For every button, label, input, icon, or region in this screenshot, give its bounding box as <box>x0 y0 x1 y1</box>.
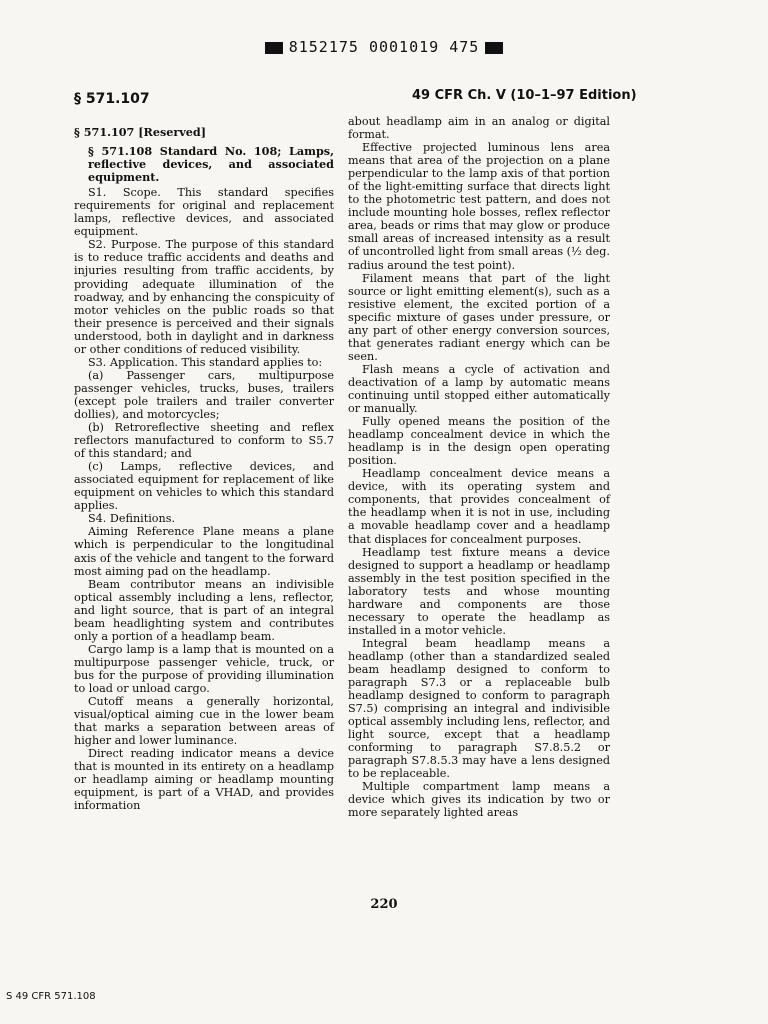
standard-heading: § 571.108 Standard No. 108; Lamps, reflective devices, and associated equipment. <box>88 144 334 185</box>
definition-cutoff: Cutoff means a generally horizontal, visual/optical aiming cue in the lower beam that marks a separation between areas of higher and lower luminance. <box>74 695 334 748</box>
definition-multiple-compartment-lamp: Multiple compartment lamp means a device which gives its indication by two or more separately lighted areas <box>348 780 610 820</box>
definition-cargo-lamp: Cargo lamp is a lamp that is mounted on a multipurpose passenger vehicle, truck, or bus for the purpose of providing illumination to load or unload cargo. <box>74 642 334 695</box>
definition-direct-reading-indicator: Direct reading indicator means a device that is mounted in its entirety on a headlamp or headlamp aiming or headlamp mounting equipment, is part of a VHAD, and provides information <box>74 747 334 813</box>
definition-headlamp-test-fixture: Headlamp test fixture means a device designed to support a headlamp or headlamp assembly in the test position specified in the laboratory tests and whose mounting hardware and components are those necessary to operate the headlamp as installed in a motor vehicle. <box>348 545 610 637</box>
paragraph-s2: S2. Purpose. The purpose of this standard is to reduce traffic accidents and deaths and injuries resulting from traffic accidents, by providing adequate illumination of the roadway, and by enhancing the conspicuity of motor vehicles on the public roads so that their presence is perceived and their signals understood, both in daylight and in darkness or other conditions of reduced visibility. <box>74 238 334 356</box>
footer-citation: S 49 CFR 571.108 <box>6 991 96 1002</box>
definition-filament: Filament means that part of the light source or light emitting element(s), such as a resistive element, the excited portion of a specific mixture of gases under pressure, or any part of other energy conversion sources, that generates radiant energy which can be seen. <box>348 271 610 363</box>
barcode-text: 8152175 0001019 475 <box>288 38 480 56</box>
paragraph-s3b: (b) Retroreflective sheeting and reflex reflectors manufactured to conform to S5.7 of this standard; and <box>74 421 334 461</box>
reserved-heading: § 571.107 [Reserved] <box>74 125 206 139</box>
right-column <box>348 115 610 820</box>
barcode-block-left <box>265 42 283 54</box>
paragraph-s3c: (c) Lamps, reflective devices, and associated equipment for replacement of like equipment on vehicles to which this standard applies. <box>74 460 334 513</box>
paragraph-s1: S1. Scope. This standard specifies requirements for original and replacement lamps, reflective devices, and associated equipment. <box>74 186 334 239</box>
definition-beam-contributor: Beam contributor means an indivisible optical assembly including a lens, reflector, and light source, that is part of an integral beam headlighting system and contributes only a portion of a headlamp beam. <box>74 577 334 643</box>
definition-aiming-reference-plane: Aiming Reference Plane means a plane which is perpendicular to the longitudinal axis of the vehicle and tangent to the forward most aiming pad on the headlamp. <box>74 525 334 578</box>
document-barcode-line <box>0 38 768 56</box>
definition-fully-opened: Fully opened means the position of the headlamp concealment device in which the headlamp is in the design open operating position. <box>348 415 610 468</box>
paragraph-s3a: (a) Passenger cars, multipurpose passenger vehicles, trucks, buses, trailers (except pole trailers and trailer converter dollies), and motorcycles; <box>74 368 334 421</box>
left-column <box>74 120 334 812</box>
definition-flash: Flash means a cycle of activation and deactivation of a lamp by automatic means continuing until stopped either automatically or manually. <box>348 362 610 416</box>
definition-integral-beam-headlamp: Integral beam headlamp means a headlamp (other than a standardized sealed beam headlamp designed to conform to paragraph S7.3 or a replaceable bulb headlamp designed to conform to paragraph S7.5) comprising an integral and indivisible optical assembly including lens, reflector, and light source, except that a headlamp conforming to paragraph S7.8.5.2 or paragraph S7.8.5.3 may have a lens designed to be replaceable. <box>348 636 610 781</box>
running-head-title: 49 CFR Ch. V (10–1–97 Edition) <box>412 88 637 103</box>
running-head-section: § 571.107 <box>74 91 150 107</box>
barcode-block-right <box>485 42 503 54</box>
page-number: 220 <box>370 897 398 912</box>
continued-text: about headlamp aim in an analog or digital format. <box>348 115 610 142</box>
definition-headlamp-concealment-device: Headlamp concealment device means a device, with its operating system and components, that provides concealment of the headlamp when it is not in use, including a movable headlamp cover and a headlamp that displaces for concealment purposes. <box>348 467 610 546</box>
definition-effective-projected-luminous-lens-area: Effective projected luminous lens area means that area of the projection on a plane perpendicular to the lamp axis of that portion of the light-emitting surface that directs light to the photometric test pattern, and does not include mounting hole bosses, reflex reflector area, beads or rims that may glow or produce small areas of increased intensity as a result of uncontrolled light from small areas (½ deg. radius around the test point). <box>348 141 610 272</box>
paragraph-s4: S4. Definitions. <box>88 512 176 526</box>
paragraph-s3: S3. Application. This standard applies to: <box>88 355 323 369</box>
